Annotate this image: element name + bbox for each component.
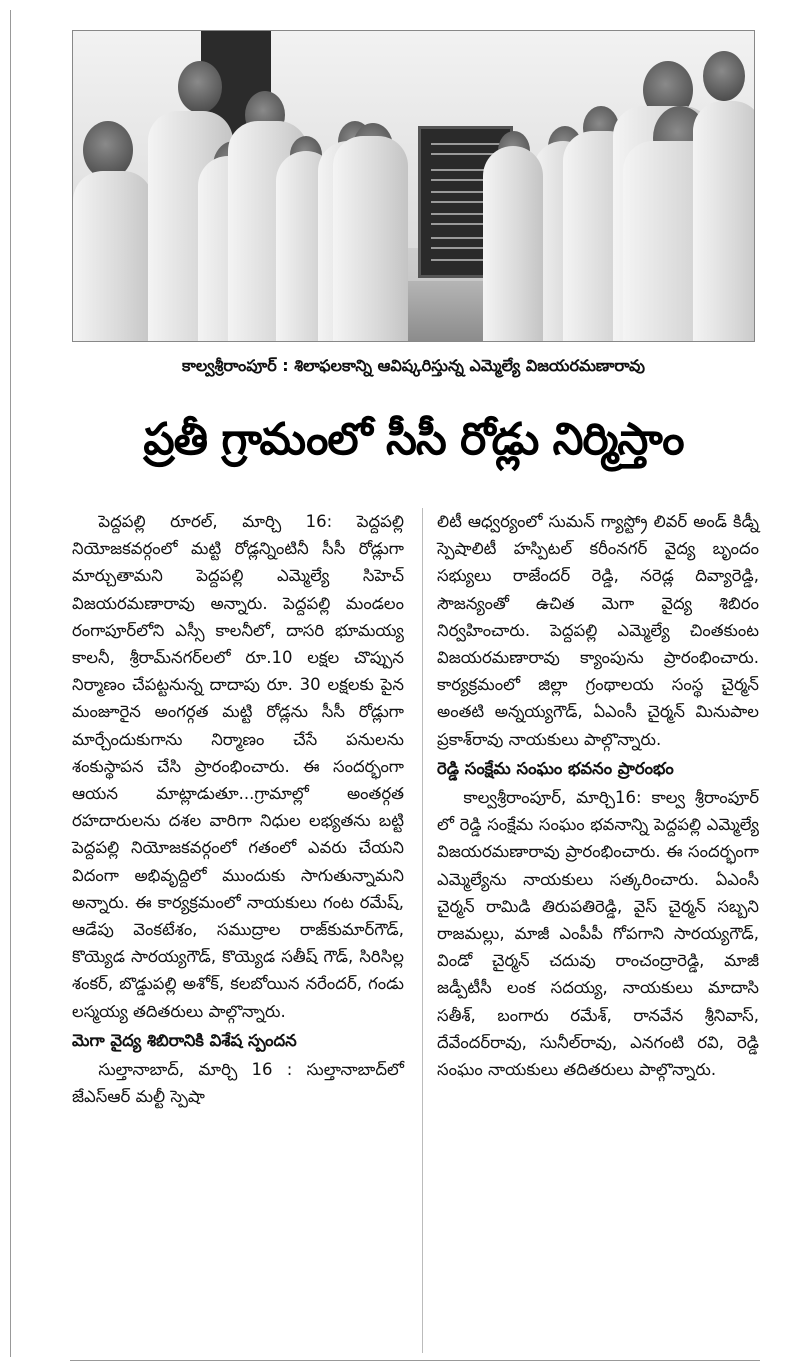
article-paragraph: కాల్వశ్రీరాంపూర్, మార్చి16: కాల్వ శ్రీరాంపూర్ లో రెడ్డి సంక్షేమ సంఘం భవనాన్ని పెద్దపల్లి ఎమ్మెల్యే విజయరమణారావు ప్రారంభించారు. ఈ సందర్భంగా ఎమ్మెల్యేను నాయకులు సత్కరించారు. ఏఎంసీ చైర్మన్ రామిడి తిరుపతిరెడ్డి, వైస్ చైర్మన్ సబ్బని రాజమల్లు, మాజీ ఎంపీపీ గోపగాని సారయ్యగౌడ్, విండో చైర్మన్ చదువు రాంచంద్రారెడ్డి, మాజీ జడ్పీటీసీ లంక సదయ్య, నాయకులు మాదాసి సతీశ్, బంగారు రమేశ్, రానవేన శ్రీనివాస్, దేవేందర్‌రావు, సునీల్‌రావు, ఎనగంటి రవి, రెడ్డి సంఘం నాయకులు తదితరులు పాల్గొన్నారు. [437,788,759,1080]
person-figure [693,41,755,341]
person-figure [333,71,413,341]
article-subheading: రెడ్డి సంక్షేమ సంఘం భవనం ప్రారంభం [437,758,674,778]
article-paragraph: లిటీ ఆధ్వర్యంలో సుమన్ గ్యాస్ట్రో లివర్ అండ్ కిడ్నీ స్పెషాలిటీ హస్పిటల్ కరీంనగర్ వైద్య బృందం సభ్యులు రాజేందర్ రెడ్డి, నరెడ్ల దివ్యారెడ్డి, సౌజన్యంతో ఉచిత మెగా వైద్య శిబిరం నిర్వహించారు. పెద్దపల్లి ఎమ్మెల్యే చింతకుంట విజయరమణారావు క్యాంపును ప్రారంభించారు. కార్యక్రమంలో జిల్లా గ్రంథాలయ సంస్థ చైర్మన్ అంతటి అన్నయ్యగౌడ్, ఏఎంసీ చైర్మన్ మినుపాల ప్రకాశ్‌రావు నాయకులు పాల్గొన్నారు. [437,512,759,749]
article-column-right [437,508,759,1083]
article-paragraph: సుల్తానాబాద్, మార్చి 16 : సుల్తానాబాద్‌లో జేఎస్ఆర్ మల్టీ స్పెషా [72,1060,404,1107]
page-border-bottom [70,1360,760,1361]
article-column-left [72,508,404,1110]
person-figure [468,76,548,341]
photo-caption: కాల్వశ్రీరాంపూర్ : శిలాఫలకాన్ని ఆవిష్కరిస్తున్న ఎమ్మెల్యే విజయరమణారావు [181,356,645,375]
column-divider [422,508,423,1353]
article-headline: ప్రతీ గ్రామంలో సీసీ రోడ్లు నిర్మిస్తాం [143,414,684,465]
article-subheading: మెగా వైద్య శిబిరానికి విశేష స్పందన [72,1030,297,1050]
page-border-left [10,10,11,1357]
news-photo [72,30,755,342]
article-paragraph: పెద్దపల్లి రూరల్, మార్చి 16: పెద్దపల్లి నియోజకవర్గంలో మట్టి రోడ్లన్నింటినీ సీసీ రోడ్లుగా మార్చుతామని పెద్దపల్లి ఎమ్మెల్యే సిహెచ్ విజయరమణారావు అన్నారు. పెద్దపల్లి మండలం రంగాపూర్‌లోని ఎస్సీ కాలనీలో, దాసరి భూమయ్య కాలనీ, శ్రీరామ్‌నగర్‌లలో రూ.10 లక్షల చొప్పున నిర్మాణం చేపట్టనున్న దాదాపు రూ. 30 లక్షలకు పైన మంజూరైన అంగర్గత మట్టి రోడ్లను సీసీ రోడ్లుగా మార్చేందుకుగాను నిర్మాణం చేసే పనులను శంకుస్థాపన చేసి ప్రారంభించారు. ఈ సందర్భంగా ఆయన మాట్లాడుతూ...గ్రామాల్లో అంతర్గత రహదారులను దశల వారిగా నిధుల లభ్యతను బట్టి పెద్దపల్లి నియోజకవర్గంలో గతంలో ఎవరు చేయని విదంగా అభివృద్దిలో ముందుకు సాగుతున్నామని అన్నారు. ఈ కార్యక్రమంలో నాయకులు గంట రమేష్, ఆడేపు వెంకటేశం, సముద్రాల రాజ్‌కుమార్‌గౌడ్, కొయ్యెడ సారయ్యగౌడ్, కొయ్యెడ సతీష్ గౌడ్, సిరిసిల్ల శంకర్, బొడ్డుపల్లి అశోక్, కలబోయిన నరేందర్, గండు లస్మయ్య తదితరులు పాల్గొన్నారు. [72,512,404,1021]
